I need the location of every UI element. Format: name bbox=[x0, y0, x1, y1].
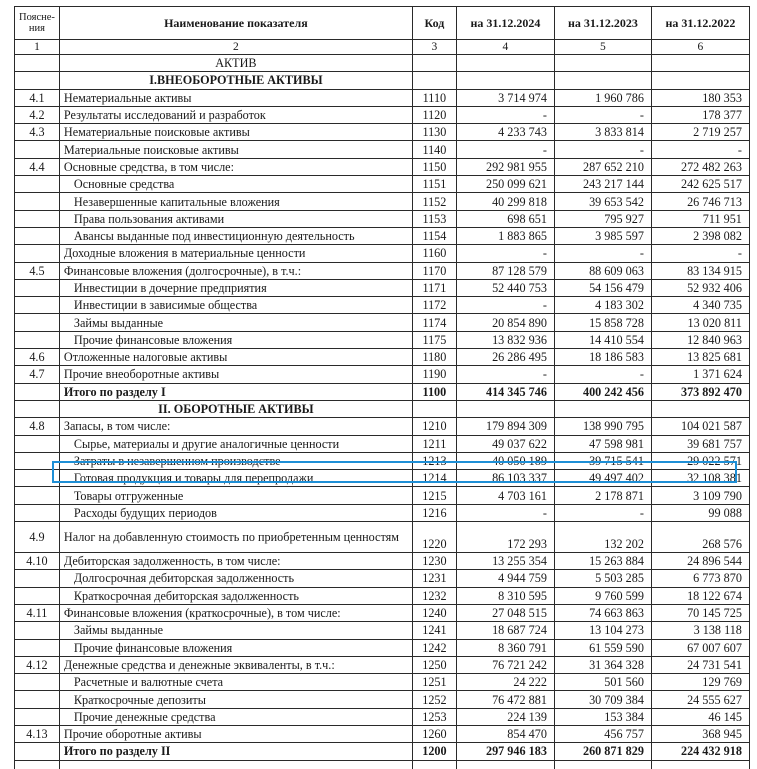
table-row bbox=[15, 106, 750, 123]
row-note: 4.8 bbox=[15, 418, 60, 435]
table-row bbox=[15, 227, 750, 244]
table-row bbox=[15, 708, 750, 725]
empty-cell bbox=[412, 760, 456, 769]
row-name: Прочие внеоборотные активы bbox=[59, 366, 412, 383]
value-2024: 3 714 974 bbox=[456, 89, 554, 106]
value-2022: 242 625 517 bbox=[651, 176, 749, 193]
section1-title: I.ВНЕОБОРОТНЫЕ АКТИВЫ bbox=[59, 72, 412, 89]
table-row bbox=[15, 193, 750, 210]
value-2023: - bbox=[554, 504, 651, 521]
value-2024: 18 687 724 bbox=[456, 622, 554, 639]
header-2022: на 31.12.2022 bbox=[651, 7, 749, 40]
row-note bbox=[15, 314, 60, 331]
row-name: Финансовые вложения (долгосрочные), в т.ч.: bbox=[59, 262, 412, 279]
row-note: 4.6 bbox=[15, 349, 60, 366]
row-code: 1120 bbox=[412, 106, 456, 123]
section1-title-row bbox=[15, 72, 750, 89]
empty-cell bbox=[456, 760, 554, 769]
row-name: Денежные средства и денежные эквиваленты, в т.ч.: bbox=[59, 656, 412, 673]
row-note bbox=[15, 487, 60, 504]
row-note: 4.11 bbox=[15, 604, 60, 621]
value-2022: 4 340 735 bbox=[651, 297, 749, 314]
row-name: Прочие денежные средства bbox=[59, 708, 412, 725]
table-row bbox=[15, 279, 750, 296]
section1-total-row bbox=[15, 383, 750, 400]
value-2022: 1 371 624 bbox=[651, 366, 749, 383]
value-2022: 268 576 bbox=[651, 522, 749, 553]
value-2024: 86 103 337 bbox=[456, 470, 554, 487]
value-2023: 287 652 210 bbox=[554, 158, 651, 175]
row-code: 1175 bbox=[412, 331, 456, 348]
value-2024: - bbox=[456, 141, 554, 158]
row-code: 1150 bbox=[412, 158, 456, 175]
value-2024: 224 139 bbox=[456, 708, 554, 725]
row-note bbox=[15, 141, 60, 158]
value-2024: 1 883 865 bbox=[456, 227, 554, 244]
header-2023: на 31.12.2023 bbox=[554, 7, 651, 40]
table-row bbox=[15, 210, 750, 227]
value-2023: 30 709 384 bbox=[554, 691, 651, 708]
value-2023: 49 497 402 bbox=[554, 470, 651, 487]
value-2023: 243 217 144 bbox=[554, 176, 651, 193]
cut-off-row bbox=[15, 760, 750, 769]
value-2022: 13 020 811 bbox=[651, 314, 749, 331]
value-2024: 26 286 495 bbox=[456, 349, 554, 366]
row-note bbox=[15, 331, 60, 348]
value-2024: - bbox=[456, 366, 554, 383]
value-2023: 14 410 554 bbox=[554, 331, 651, 348]
row-name: Налог на добавленную стоимость по приобретенным ценностям bbox=[59, 522, 412, 553]
column-number: 3 bbox=[412, 40, 456, 55]
value-2022: 3 109 790 bbox=[651, 487, 749, 504]
value-2024: 4 944 759 bbox=[456, 570, 554, 587]
value-2022: 12 840 963 bbox=[651, 331, 749, 348]
row-code: 1220 bbox=[412, 522, 456, 553]
row-name: Нематериальные поисковые активы bbox=[59, 124, 412, 141]
table-row bbox=[15, 141, 750, 158]
value-2023: 61 559 590 bbox=[554, 639, 651, 656]
row-code: 1170 bbox=[412, 262, 456, 279]
value-2022: 711 951 bbox=[651, 210, 749, 227]
row-note: 4.3 bbox=[15, 124, 60, 141]
value-2022: 6 773 870 bbox=[651, 570, 749, 587]
empty-cell bbox=[554, 400, 651, 417]
row-name: Прочие финансовые вложения bbox=[59, 331, 412, 348]
value-2023: 138 990 795 bbox=[554, 418, 651, 435]
row-note: 4.7 bbox=[15, 366, 60, 383]
row-name: Результаты исследований и разработок bbox=[59, 106, 412, 123]
value-2023: 2 178 871 bbox=[554, 487, 651, 504]
table-row bbox=[15, 639, 750, 656]
row-name: Краткосрочная дебиторская задолженность bbox=[59, 587, 412, 604]
value-2023: 74 663 863 bbox=[554, 604, 651, 621]
header-code: Код bbox=[412, 7, 456, 40]
value-2022: 67 007 607 bbox=[651, 639, 749, 656]
row-code: 1252 bbox=[412, 691, 456, 708]
row-code: 1210 bbox=[412, 418, 456, 435]
value-2022: 70 145 725 bbox=[651, 604, 749, 621]
empty-cell bbox=[412, 400, 456, 417]
value-2024: - bbox=[456, 297, 554, 314]
row-code: 1130 bbox=[412, 124, 456, 141]
table-row bbox=[15, 366, 750, 383]
row-name: Итого по разделу II bbox=[59, 743, 412, 760]
row-note: 4.13 bbox=[15, 725, 60, 742]
table-row bbox=[15, 604, 750, 621]
value-2022: 224 432 918 bbox=[651, 743, 749, 760]
value-2024: 76 721 242 bbox=[456, 656, 554, 673]
empty-cell bbox=[651, 760, 749, 769]
value-2023: 3 985 597 bbox=[554, 227, 651, 244]
row-name: Займы выданные bbox=[59, 622, 412, 639]
row-note: 4.1 bbox=[15, 89, 60, 106]
value-2023: 31 364 328 bbox=[554, 656, 651, 673]
row-note bbox=[15, 743, 60, 760]
row-code: 1153 bbox=[412, 210, 456, 227]
table-row bbox=[15, 435, 750, 452]
value-2023: 456 757 bbox=[554, 725, 651, 742]
row-note: 4.2 bbox=[15, 106, 60, 123]
row-name: Краткосрочные депозиты bbox=[59, 691, 412, 708]
column-number: 6 bbox=[651, 40, 749, 55]
table-row bbox=[15, 418, 750, 435]
table-row bbox=[15, 504, 750, 521]
table-row bbox=[15, 691, 750, 708]
value-2024: 172 293 bbox=[456, 522, 554, 553]
column-number: 4 bbox=[456, 40, 554, 55]
table-row bbox=[15, 522, 750, 553]
value-2022: 26 746 713 bbox=[651, 193, 749, 210]
value-2022: 180 353 bbox=[651, 89, 749, 106]
value-2024: 8 360 791 bbox=[456, 639, 554, 656]
value-2024: 24 222 bbox=[456, 674, 554, 691]
value-2022: 24 896 544 bbox=[651, 553, 749, 570]
value-2023: 1 960 786 bbox=[554, 89, 651, 106]
row-note bbox=[15, 176, 60, 193]
row-name: Затраты в незавершенном производстве bbox=[59, 452, 412, 469]
row-note bbox=[15, 383, 60, 400]
row-name: Дебиторская задолженность, в том числе: bbox=[59, 553, 412, 570]
section2-total-row bbox=[15, 743, 750, 760]
value-2023: - bbox=[554, 106, 651, 123]
row-note bbox=[15, 210, 60, 227]
row-note: 4.4 bbox=[15, 158, 60, 175]
row-note bbox=[15, 297, 60, 314]
row-name: Инвестиции в зависимые общества bbox=[59, 297, 412, 314]
value-2024: 87 128 579 bbox=[456, 262, 554, 279]
row-name: Основные средства, в том числе: bbox=[59, 158, 412, 175]
row-name: Сырье, материалы и другие аналогичные ценности bbox=[59, 435, 412, 452]
row-note bbox=[15, 470, 60, 487]
value-2023: 132 202 bbox=[554, 522, 651, 553]
value-2023: 5 503 285 bbox=[554, 570, 651, 587]
value-2023: 795 927 bbox=[554, 210, 651, 227]
table-row bbox=[15, 262, 750, 279]
value-2023: 88 609 063 bbox=[554, 262, 651, 279]
value-2023: - bbox=[554, 366, 651, 383]
assets-title: АКТИВ bbox=[59, 55, 412, 72]
row-note bbox=[15, 708, 60, 725]
value-2023: 47 598 981 bbox=[554, 435, 651, 452]
table-row bbox=[15, 349, 750, 366]
row-note bbox=[15, 691, 60, 708]
value-2022: - bbox=[651, 141, 749, 158]
row-code: 1100 bbox=[412, 383, 456, 400]
row-code: 1140 bbox=[412, 141, 456, 158]
row-name: Прочие финансовые вложения bbox=[59, 639, 412, 656]
row-name: Займы выданные bbox=[59, 314, 412, 331]
header-note: Поясне-ния bbox=[15, 7, 60, 40]
value-2022: 368 945 bbox=[651, 725, 749, 742]
row-code: 1152 bbox=[412, 193, 456, 210]
value-2024: 250 099 621 bbox=[456, 176, 554, 193]
value-2023: 400 242 456 bbox=[554, 383, 651, 400]
row-note bbox=[15, 193, 60, 210]
column-number-row bbox=[15, 40, 750, 55]
row-code: 1171 bbox=[412, 279, 456, 296]
row-code: 1110 bbox=[412, 89, 456, 106]
value-2023: 13 104 273 bbox=[554, 622, 651, 639]
value-2022: 272 482 263 bbox=[651, 158, 749, 175]
value-2022: - bbox=[651, 245, 749, 262]
value-2023: 54 156 479 bbox=[554, 279, 651, 296]
row-code: 1240 bbox=[412, 604, 456, 621]
row-code: 1172 bbox=[412, 297, 456, 314]
table-row bbox=[15, 570, 750, 587]
row-name: Расчетные и валютные счета bbox=[59, 674, 412, 691]
value-2022: 24 555 627 bbox=[651, 691, 749, 708]
value-2023: 3 833 814 bbox=[554, 124, 651, 141]
row-name: Расходы будущих периодов bbox=[59, 504, 412, 521]
row-code: 1154 bbox=[412, 227, 456, 244]
balance-sheet bbox=[14, 6, 750, 769]
value-2023: - bbox=[554, 141, 651, 158]
table-row bbox=[15, 124, 750, 141]
table-row bbox=[15, 452, 750, 469]
row-note: 4.9 bbox=[15, 522, 60, 553]
value-2024: 13 832 936 bbox=[456, 331, 554, 348]
table-row bbox=[15, 656, 750, 673]
value-2023: 153 384 bbox=[554, 708, 651, 725]
value-2024: 49 037 622 bbox=[456, 435, 554, 452]
row-code: 1253 bbox=[412, 708, 456, 725]
row-code: 1180 bbox=[412, 349, 456, 366]
row-note bbox=[15, 227, 60, 244]
value-2023: 9 760 599 bbox=[554, 587, 651, 604]
row-code: 1211 bbox=[412, 435, 456, 452]
value-2023: - bbox=[554, 245, 651, 262]
row-name: Инвестиции в дочерние предприятия bbox=[59, 279, 412, 296]
row-note bbox=[15, 452, 60, 469]
row-code: 1242 bbox=[412, 639, 456, 656]
value-2024: 40 299 818 bbox=[456, 193, 554, 210]
header-row bbox=[15, 7, 750, 40]
value-2023: 39 653 542 bbox=[554, 193, 651, 210]
value-2024: 4 703 161 bbox=[456, 487, 554, 504]
row-note: 4.5 bbox=[15, 262, 60, 279]
value-2024: - bbox=[456, 504, 554, 521]
value-2022: 3 138 118 bbox=[651, 622, 749, 639]
row-note bbox=[15, 622, 60, 639]
table-row bbox=[15, 176, 750, 193]
column-number: 5 bbox=[554, 40, 651, 55]
table-row bbox=[15, 470, 750, 487]
value-2023: 15 858 728 bbox=[554, 314, 651, 331]
empty-cell bbox=[651, 400, 749, 417]
column-number: 2 bbox=[59, 40, 412, 55]
value-2024: 297 946 183 bbox=[456, 743, 554, 760]
row-note: 4.12 bbox=[15, 656, 60, 673]
row-name: Финансовые вложения (краткосрочные), в том числе: bbox=[59, 604, 412, 621]
row-note bbox=[15, 435, 60, 452]
value-2022: 83 134 915 bbox=[651, 262, 749, 279]
section2-title-row bbox=[15, 400, 750, 417]
row-code: 1213 bbox=[412, 452, 456, 469]
value-2022: 178 377 bbox=[651, 106, 749, 123]
value-2024: 13 255 354 bbox=[456, 553, 554, 570]
empty-cell bbox=[15, 400, 60, 417]
row-code: 1260 bbox=[412, 725, 456, 742]
value-2022: 2 398 082 bbox=[651, 227, 749, 244]
value-2023: 260 871 829 bbox=[554, 743, 651, 760]
value-2024: 698 651 bbox=[456, 210, 554, 227]
row-name: Незавершенные капитальные вложения bbox=[59, 193, 412, 210]
row-note bbox=[15, 245, 60, 262]
table-row bbox=[15, 487, 750, 504]
value-2023: 501 560 bbox=[554, 674, 651, 691]
value-2024: 40 050 189 bbox=[456, 452, 554, 469]
row-note: 4.10 bbox=[15, 553, 60, 570]
value-2022: 104 021 587 bbox=[651, 418, 749, 435]
table-row bbox=[15, 89, 750, 106]
row-note bbox=[15, 570, 60, 587]
value-2022: 18 122 674 bbox=[651, 587, 749, 604]
row-code: 1174 bbox=[412, 314, 456, 331]
value-2024: 854 470 bbox=[456, 725, 554, 742]
value-2022: 32 108 381 bbox=[651, 470, 749, 487]
table-row bbox=[15, 158, 750, 175]
value-2024: 20 854 890 bbox=[456, 314, 554, 331]
value-2024: 414 345 746 bbox=[456, 383, 554, 400]
empty-cell bbox=[59, 760, 412, 769]
table-row bbox=[15, 587, 750, 604]
row-code: 1215 bbox=[412, 487, 456, 504]
row-name: Отложенные налоговые активы bbox=[59, 349, 412, 366]
row-code: 1200 bbox=[412, 743, 456, 760]
empty-cell bbox=[15, 760, 60, 769]
value-2023: 18 186 583 bbox=[554, 349, 651, 366]
row-name: Нематериальные активы bbox=[59, 89, 412, 106]
row-name: Прочие оборотные активы bbox=[59, 725, 412, 742]
value-2022: 13 825 681 bbox=[651, 349, 749, 366]
row-name: Права пользования активами bbox=[59, 210, 412, 227]
value-2022: 46 145 bbox=[651, 708, 749, 725]
section-title: II. ОБОРОТНЫЕ АКТИВЫ bbox=[59, 400, 412, 417]
value-2023: 39 715 541 bbox=[554, 452, 651, 469]
table-row bbox=[15, 674, 750, 691]
row-name: Запасы, в том числе: bbox=[59, 418, 412, 435]
row-note bbox=[15, 279, 60, 296]
value-2024: 27 048 515 bbox=[456, 604, 554, 621]
row-code: 1231 bbox=[412, 570, 456, 587]
row-code: 1232 bbox=[412, 587, 456, 604]
row-name: Доходные вложения в материальные ценности bbox=[59, 245, 412, 262]
row-note bbox=[15, 587, 60, 604]
row-code: 1216 bbox=[412, 504, 456, 521]
row-name: Долгосрочная дебиторская задолженность bbox=[59, 570, 412, 587]
row-note bbox=[15, 504, 60, 521]
value-2024: 8 310 595 bbox=[456, 587, 554, 604]
header-2024: на 31.12.2024 bbox=[456, 7, 554, 40]
value-2024: 52 440 753 bbox=[456, 279, 554, 296]
row-name: Товары отгруженные bbox=[59, 487, 412, 504]
empty-cell bbox=[554, 760, 651, 769]
table-row bbox=[15, 331, 750, 348]
row-code: 1151 bbox=[412, 176, 456, 193]
table-row bbox=[15, 314, 750, 331]
table-row bbox=[15, 725, 750, 742]
value-2024: 292 981 955 bbox=[456, 158, 554, 175]
value-2022: 24 731 541 bbox=[651, 656, 749, 673]
value-2022: 2 719 257 bbox=[651, 124, 749, 141]
value-2024: 179 894 309 bbox=[456, 418, 554, 435]
row-note bbox=[15, 639, 60, 656]
row-name: Итого по разделу I bbox=[59, 383, 412, 400]
row-name: Материальные поисковые активы bbox=[59, 141, 412, 158]
row-name: Готовая продукция и товары для перепродажи bbox=[59, 470, 412, 487]
value-2022: 99 088 bbox=[651, 504, 749, 521]
row-note bbox=[15, 674, 60, 691]
value-2023: 15 263 884 bbox=[554, 553, 651, 570]
value-2024: - bbox=[456, 245, 554, 262]
row-code: 1190 bbox=[412, 366, 456, 383]
value-2024: 4 233 743 bbox=[456, 124, 554, 141]
row-code: 1241 bbox=[412, 622, 456, 639]
value-2022: 129 769 bbox=[651, 674, 749, 691]
row-code: 1251 bbox=[412, 674, 456, 691]
value-2022: 29 022 571 bbox=[651, 452, 749, 469]
row-code: 1230 bbox=[412, 553, 456, 570]
column-number: 1 bbox=[15, 40, 60, 55]
row-name: Авансы выданные под инвестиционную деятельность bbox=[59, 227, 412, 244]
row-code: 1214 bbox=[412, 470, 456, 487]
assets-title-row bbox=[15, 55, 750, 72]
empty-cell bbox=[456, 400, 554, 417]
row-code: 1160 bbox=[412, 245, 456, 262]
header-name: Наименование показателя bbox=[59, 7, 412, 40]
value-2024: - bbox=[456, 106, 554, 123]
value-2022: 39 681 757 bbox=[651, 435, 749, 452]
value-2022: 373 892 470 bbox=[651, 383, 749, 400]
value-2022: 52 932 406 bbox=[651, 279, 749, 296]
balance-table bbox=[14, 6, 750, 769]
table-row bbox=[15, 553, 750, 570]
row-name: Основные средства bbox=[59, 176, 412, 193]
table-row bbox=[15, 245, 750, 262]
value-2024: 76 472 881 bbox=[456, 691, 554, 708]
table-row bbox=[15, 297, 750, 314]
value-2023: 4 183 302 bbox=[554, 297, 651, 314]
table-row bbox=[15, 622, 750, 639]
row-code: 1250 bbox=[412, 656, 456, 673]
